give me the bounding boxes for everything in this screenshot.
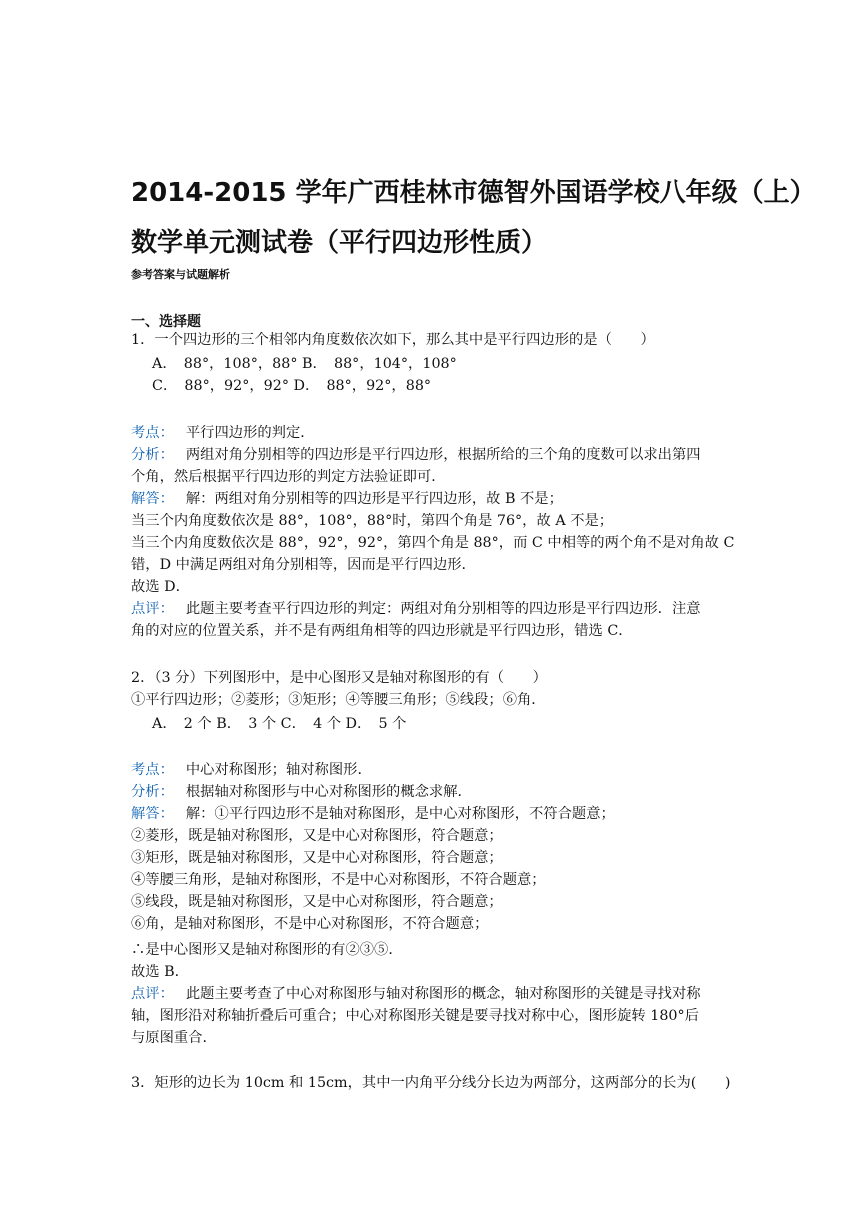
q1-dianping-text-1: 此题主要考查平行四边形的判定：两组对角分别相等的四边形是平行四边形．注意 <box>185 601 701 617</box>
q2-jieda-text-7: ∴是中心图形又是轴对称图形的有②③⑤． <box>131 942 403 958</box>
q2-jieda-text-3: ③矩形，既是轴对称图形，又是中心对称图形，符合题意； <box>131 850 503 866</box>
q2-dianping-text-2: 轴，图形沿对称轴折叠后可重合；中心对称图形关键是要寻找对称中心，图形旋转 180°后 <box>131 1008 699 1024</box>
dianping-label: 点评： <box>131 986 174 1002</box>
jieda-label: 解答： <box>131 806 174 822</box>
q2-fenxi <box>131 782 731 802</box>
q1-jieda <box>131 489 731 509</box>
q2-fenxi-text: 根据轴对称图形与中心对称图形的概念求解． <box>185 784 472 800</box>
q1-kaodian <box>131 423 731 443</box>
q2-items: ①平行四边形；②菱形；③矩形；④等腰三角形；⑤线段；⑥角． <box>131 692 546 708</box>
q1-stem: 1．一个四边形的三个相邻内角度数依次如下，那么其中是平行四边形的是（ ） <box>131 332 655 348</box>
q3-stem: 3．矩形的边长为 10cm 和 15cm，其中一内角平分线分长边为两部分，这两部分的长为( ) <box>131 1075 731 1091</box>
dianping-label: 点评： <box>131 601 174 617</box>
q1-jieda-text-5: 故选 D． <box>131 579 190 595</box>
q2-dianping-text-3: 与原图重合． <box>131 1030 217 1046</box>
q2-jieda <box>131 804 731 824</box>
q2-kaodian-text: 中心对称图形；轴对称图形． <box>185 762 372 778</box>
q1-dianping <box>131 599 731 619</box>
q1-jieda-text-4: 错，D 中满足两组对角分别相等，因而是平行四边形． <box>131 557 476 573</box>
q1-kaodian-text: 平行四边形的判定． <box>185 425 315 441</box>
q1-fenxi-text-1: 两组对角分别相等的四边形是平行四边形，根据所给的三个角的度数可以求出第四 <box>185 447 701 463</box>
kaodian-label: 考点： <box>131 425 174 441</box>
doc-title-line-1: 2014-2015 学年广西桂林市德智外国语学校八年级（上） <box>131 178 816 208</box>
q2-kaodian <box>131 760 731 780</box>
q1-jieda-text-3: 当三个内角度数依次是 88°，92°，92°，第四个角是 88°，而 C 中相等的两个角不是对角故 C <box>131 535 735 551</box>
q2-jieda-text-5: ⑤线段，既是轴对称图形，又是中心对称图形，符合题意； <box>131 894 503 910</box>
q2-jieda-text-8: 故选 B． <box>131 964 189 980</box>
q1-fenxi <box>131 445 731 465</box>
q2-stem: 2．（3 分）下列图形中，是中心图形又是轴对称图形的有（ ） <box>131 670 547 686</box>
fenxi-label: 分析： <box>131 784 174 800</box>
q2-jieda-text-6: ⑥角，是轴对称图形，不是中心对称图形，不符合题意； <box>131 916 489 932</box>
q2-jieda-text-4: ④等腰三角形，是轴对称图形，不是中心对称图形，不符合题意； <box>131 872 546 888</box>
q1-options-cd: C． 88°，92°，92° D． 88°，92°，88° <box>152 378 432 394</box>
kaodian-label: 考点： <box>131 762 174 778</box>
section-title: 一、选择题 <box>131 314 201 330</box>
q2-jieda-text-1: 解：①平行四边形不是轴对称图形，是中心对称图形，不符合题意； <box>185 806 615 822</box>
q1-fenxi-text-2: 个角，然后根据平行四边形的判定方法验证即可． <box>131 469 446 485</box>
q2-dianping <box>131 984 731 1004</box>
q1-jieda-text-2: 当三个内角度数依次是 88°，108°，88°时，第四个角是 76°，故 A 不是； <box>131 513 614 529</box>
q1-dianping-text-2: 角的对应的位置关系，并不是有两组角相等的四边形就是平行四边形，错选 C． <box>131 623 633 639</box>
q1-options-ab: A． 88°，108°，88° B． 88°，104°，108° <box>152 356 457 372</box>
q2-dianping-text-1: 此题主要考查了中心对称图形与轴对称图形的概念，轴对称图形的关键是寻找对称 <box>185 986 701 1002</box>
q1-jieda-text-1: 解：两组对角分别相等的四边形是平行四边形，故 B 不是； <box>185 491 563 507</box>
q2-jieda-text-2: ②菱形，既是轴对称图形，又是中心对称图形，符合题意； <box>131 828 503 844</box>
jieda-label: 解答： <box>131 491 174 507</box>
doc-subtitle: 参考答案与试题解析 <box>131 268 230 281</box>
doc-title-line-2: 数学单元测试卷（平行四边形性质） <box>131 228 548 258</box>
fenxi-label: 分析： <box>131 447 174 463</box>
q2-options: A． 2 个 B． 3 个 C． 4 个 D． 5 个 <box>152 716 407 732</box>
